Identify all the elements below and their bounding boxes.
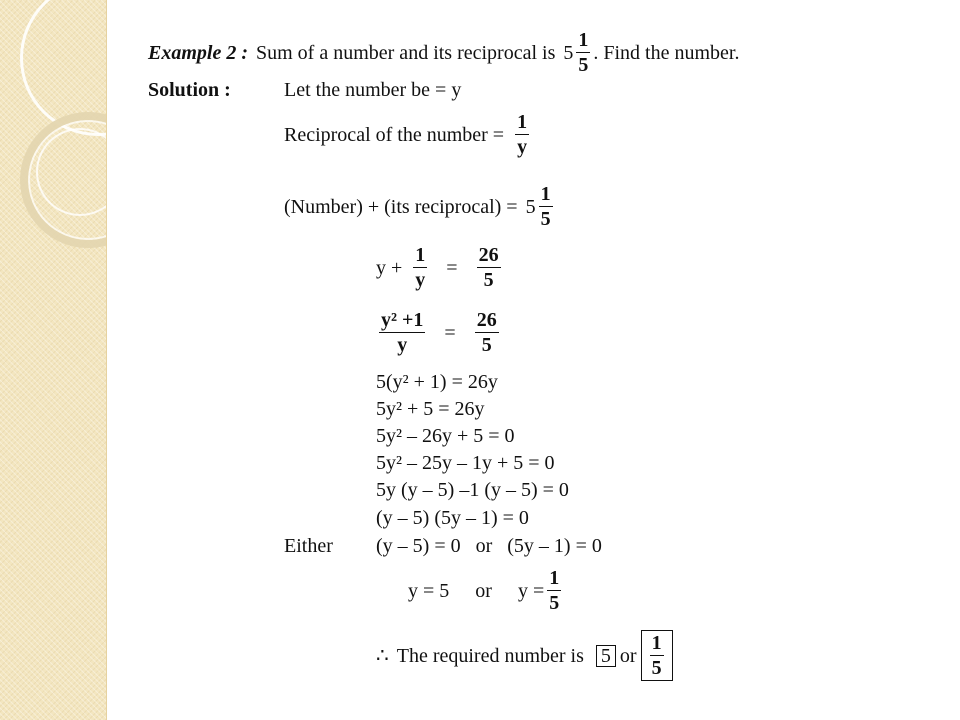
root-right-fraction	[547, 568, 561, 613]
conclusion-text: The required number is	[396, 644, 584, 667]
fraction-numerator: 1	[540, 183, 551, 205]
fraction-numerator: 1	[578, 29, 589, 51]
let-line: Let the number be = y	[284, 79, 462, 101]
conclusion-or: or	[619, 644, 637, 667]
eq2-rhs-fraction	[475, 310, 499, 355]
equation-1	[376, 245, 504, 290]
equation-5: 5y² – 26y + 5 = 0	[376, 425, 515, 447]
eq1-lhs: y +	[376, 256, 403, 279]
fraction-denominator: 5	[549, 592, 560, 614]
eq1-fraction	[413, 245, 427, 290]
answer-fraction	[650, 633, 664, 678]
answer-integer: 5	[600, 644, 611, 667]
equation-3: 5(y² + 1) = 26y	[376, 371, 498, 393]
example-text: Sum of a number and its reciprocal is	[256, 41, 556, 64]
equation-6: 5y² – 25y – 1y + 5 = 0	[376, 452, 555, 474]
answer-box-integer	[596, 645, 616, 667]
fraction-numerator: 1	[415, 244, 426, 266]
eq1-rhs-fraction	[477, 245, 501, 290]
equation-7: 5y (y – 5) –1 (y – 5) = 0	[376, 479, 569, 501]
fraction-denominator: 5	[651, 657, 662, 679]
either-label: Either	[284, 535, 333, 557]
fraction-denominator: 5	[483, 269, 494, 291]
therefore-symbol: ∴	[376, 644, 389, 667]
fraction-numerator: 26	[478, 244, 499, 266]
sum-text: (Number) + (its reciprocal) =	[284, 195, 518, 218]
fraction-denominator: 5	[578, 54, 589, 76]
example-fraction	[576, 30, 590, 75]
fraction-numerator: 1	[651, 632, 662, 654]
fraction-denominator: y	[415, 269, 426, 291]
sum-line	[284, 184, 556, 229]
eq2-equals: =	[444, 321, 456, 344]
eq2-fraction	[379, 310, 425, 355]
answer-box-fraction	[641, 630, 673, 681]
solution-label: Solution :	[148, 79, 231, 101]
root-left: y = 5	[408, 579, 450, 602]
fraction-numerator: 1	[517, 111, 528, 133]
reciprocal-fraction	[515, 112, 529, 157]
equation-8: (y – 5) (5y – 1) = 0	[376, 507, 529, 529]
fraction-denominator: 5	[540, 208, 551, 230]
example-mixed-whole: 5	[563, 41, 574, 64]
fraction-denominator: 5	[481, 334, 492, 356]
roots-line	[408, 568, 564, 613]
fraction-numerator: 1	[549, 567, 560, 589]
fraction-numerator: y² +1	[381, 309, 424, 331]
sum-whole: 5	[525, 195, 536, 218]
decorative-sidebar	[0, 0, 107, 720]
conclusion-line	[376, 630, 677, 681]
root-or: or	[475, 579, 492, 602]
example-label: Example 2 :	[148, 41, 248, 64]
equation-4: 5y² + 5 = 26y	[376, 398, 485, 420]
reciprocal-text: Reciprocal of the number =	[284, 123, 505, 146]
either-equation: (y – 5) = 0 or (5y – 1) = 0	[376, 535, 602, 557]
example-line	[148, 30, 739, 75]
reciprocal-line	[284, 112, 532, 157]
sum-fraction	[539, 184, 553, 229]
fraction-numerator: 26	[476, 309, 497, 331]
example-tail: . Find the number.	[593, 41, 740, 64]
root-right-lhs: y =	[517, 579, 545, 602]
eq1-equals: =	[446, 256, 458, 279]
equation-2	[376, 310, 502, 355]
fraction-denominator: y	[517, 136, 528, 158]
fraction-denominator: y	[397, 334, 408, 356]
